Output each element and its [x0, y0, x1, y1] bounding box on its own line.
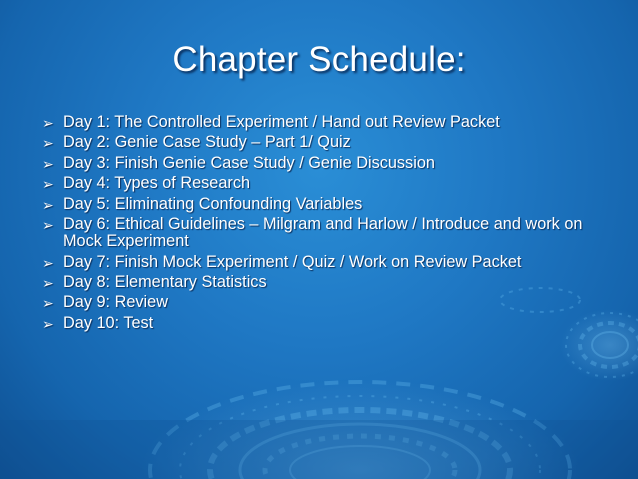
list-item [42, 254, 602, 271]
list-item [42, 274, 602, 291]
list-item [42, 216, 602, 251]
list-item [42, 134, 602, 151]
arrow-bullet-icon: ➢ [42, 315, 54, 332]
list-item-text: Day 10: Test [63, 313, 154, 332]
arrow-bullet-icon: ➢ [42, 115, 54, 131]
list-item-text: Day 8: Elementary Statistics [63, 273, 267, 292]
list-item [42, 175, 602, 192]
list-item-text: Day 2: Genie Case Study – Part 1/ Quiz [63, 133, 351, 152]
list-item-text: Day 6: Ethical Guidelines – Milgram and Harlow / Introduce and work on Mock Experiment [63, 214, 583, 251]
list-item [42, 155, 602, 172]
arrow-bullet-icon: ➢ [42, 275, 54, 292]
arrow-bullet-icon: ➢ [42, 216, 54, 233]
arrow-bullet-icon: ➢ [42, 196, 54, 213]
list-item [42, 114, 602, 131]
list-item [42, 196, 602, 213]
list-item-text: Day 9: Review [63, 293, 168, 312]
list-item-text: Day 1: The Controlled Experiment / Hand out Review Packet [63, 113, 500, 131]
slide-title: Chapter Schedule: [172, 40, 466, 79]
arrow-bullet-icon: ➢ [42, 254, 54, 271]
list-item-text: Day 4: Types of Research [63, 174, 251, 193]
arrow-bullet-icon: ➢ [42, 135, 54, 152]
list-item [42, 294, 602, 311]
list-item-text: Day 5: Eliminating Confounding Variables [63, 194, 363, 213]
arrow-bullet-icon: ➢ [42, 155, 54, 172]
arrow-bullet-icon: ➢ [42, 176, 54, 193]
schedule-list [42, 114, 602, 335]
arrow-bullet-icon: ➢ [42, 295, 54, 312]
list-item-text: Day 3: Finish Genie Case Study / Genie Discussion [63, 153, 435, 172]
list-item-text: Day 7: Finish Mock Experiment / Quiz / Work on Review Packet [63, 252, 522, 271]
list-item [42, 315, 602, 332]
